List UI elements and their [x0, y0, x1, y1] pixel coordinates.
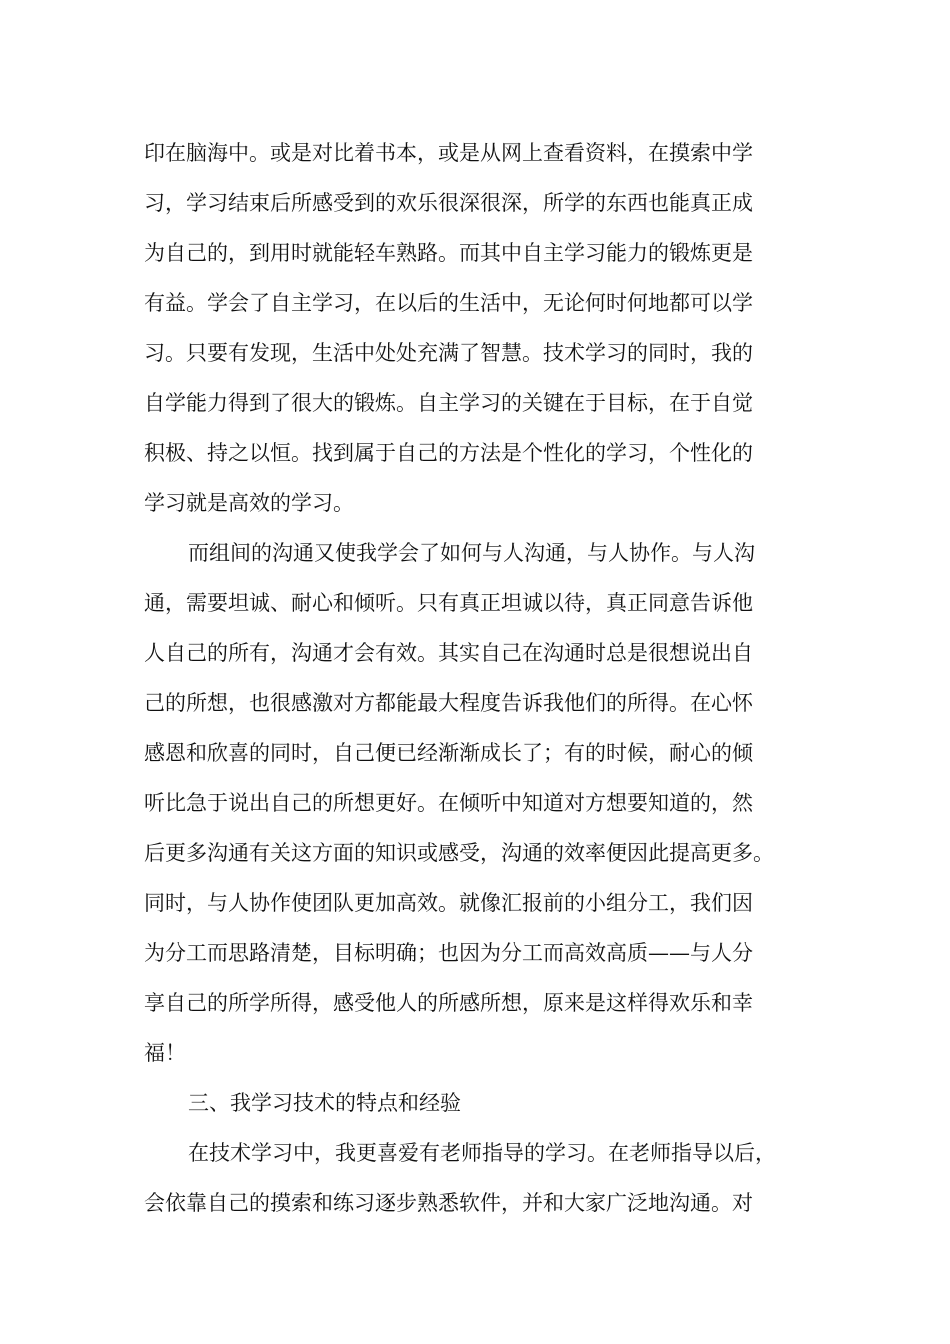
- text-line: 习。只要有发现，生活中处处充满了智慧。技术学习的同时，我的: [144, 341, 753, 365]
- text-line: 己的所想，也很感激对方都能最大程度告诉我他们的所得。在心怀: [144, 691, 753, 715]
- section-heading: 三、我学习技术的特点和经验: [188, 1091, 461, 1115]
- text-line: 人自己的所有，沟通才会有效。其实自己在沟通时总是很想说出自: [144, 641, 753, 665]
- text-line: 为分工而思路清楚，目标明确；也因为分工而高效高质——与人分: [144, 941, 753, 965]
- paragraph-first-line: 而组间的沟通又使我学会了如何与人沟通，与人协作。与人沟: [188, 541, 755, 565]
- text-line: 会依靠自己的摸索和练习逐步熟悉软件，并和大家广泛地沟通。对: [144, 1191, 753, 1215]
- text-line: 积极、持之以恒。找到属于自己的方法是个性化的学习，个性化的: [144, 441, 753, 465]
- text-line: 为自己的，到用时就能轻车熟路。而其中自主学习能力的锻炼更是: [144, 241, 753, 265]
- paragraph-first-line: 在技术学习中，我更喜爱有老师指导的学习。在老师指导以后，: [188, 1141, 776, 1165]
- text-line: 习，学习结束后所感受到的欢乐很深很深，所学的东西也能真正成: [144, 191, 753, 215]
- text-line: 通，需要坦诚、耐心和倾听。只有真正坦诚以待，真正同意告诉他: [144, 591, 753, 615]
- text-line: 学习就是高效的学习。: [144, 491, 354, 515]
- text-line: 享自己的所学所得，感受他人的所感所想，原来是这样得欢乐和幸: [144, 991, 753, 1015]
- text-line: 同时，与人协作使团队更加高效。就像汇报前的小组分工，我们因: [144, 891, 753, 915]
- text-line: 感恩和欣喜的同时，自己便已经渐渐成长了；有的时候，耐心的倾: [144, 741, 753, 765]
- text-line: 自学能力得到了很大的锻炼。自主学习的关键在于目标，在于自觉: [144, 391, 753, 415]
- text-line: 印在脑海中。或是对比着书本，或是从网上查看资料，在摸索中学: [144, 141, 753, 165]
- text-line: 听比急于说出自己的所想更好。在倾听中知道对方想要知道的，然: [144, 791, 753, 815]
- text-line: 福！: [144, 1041, 186, 1065]
- text-line: 有益。学会了自主学习，在以后的生活中，无论何时何地都可以学: [144, 291, 753, 315]
- text-line: 后更多沟通有关这方面的知识或感受，沟通的效率便因此提高更多。: [144, 841, 774, 865]
